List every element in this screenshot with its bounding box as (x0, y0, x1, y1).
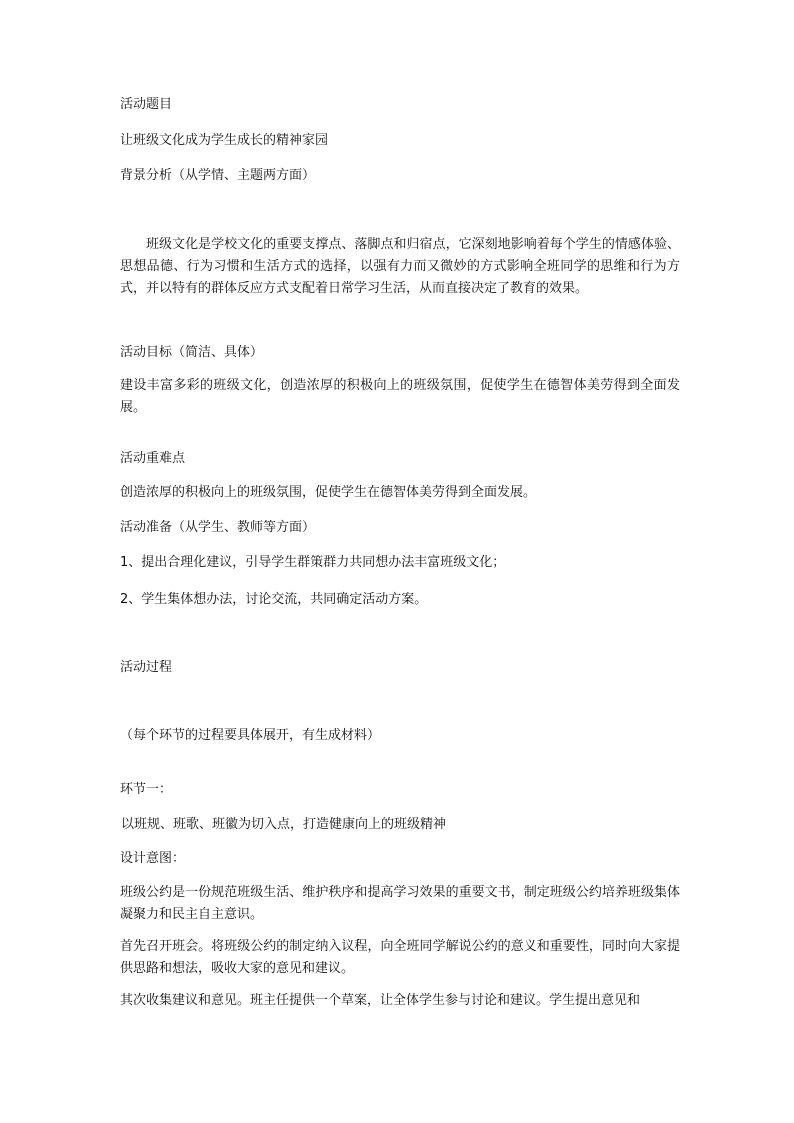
design-intent-paragraph: 班级公约是一份规范班级生活、维护秩序和提高学习效果的重要文书，制定班级公约培养班级集体凝聚力和民主自主意识。 (120, 885, 680, 922)
process-heading: 活动过程 (120, 660, 173, 675)
key-points-paragraph: 创造浓厚的积极向上的班级氛围，促使学生在德智体美劳得到全面发展。 (120, 485, 537, 500)
prep-item-2: 2、学生集体想办法，讨论交流，共同确定活动方案。 (120, 592, 428, 607)
step1-title: 以班规、班歌、班徽为切入点，打造健康向上的班级精神 (121, 817, 447, 832)
design-intent-heading: 设计意图： (120, 851, 186, 866)
prep-heading: 活动准备（从学生、教师等方面） (120, 520, 316, 535)
step1-heading: 环节一： (120, 782, 173, 797)
process-note: （每个环节的过程要具体展开，有生成材料） (120, 728, 381, 743)
first-step-paragraph: 首先召开班会。将班级公约的制定纳入议程，向全班同学解说公约的意义和重要性，同时向大家提供思路和想法，吸收大家的意见和建议。 (120, 939, 680, 976)
background-heading: 背景分析（从学情、主题两方面） (120, 168, 316, 183)
goal-heading: 活动目标（简洁、具体） (120, 345, 264, 360)
second-step-paragraph: 其次收集建议和意见。班主任提供一个草案，让全体学生参与讨论和建议。学生提出意见和 (120, 993, 641, 1008)
goal-paragraph: 建设丰富多彩的班级文化，创造浓厚的积极向上的班级氛围，促使学生在德智体美劳得到全面发展。 (120, 378, 680, 415)
prep-item-1: 1、提出合理化建议，引导学生群策群力共同想办法丰富班级文化； (120, 555, 506, 570)
activity-title: 让班级文化成为学生成长的精神家园 (120, 133, 329, 148)
activity-title-heading: 活动题目 (120, 97, 173, 112)
key-points-heading: 活动重难点 (120, 451, 186, 466)
background-paragraph: 班级文化是学校文化的重要支撑点、落脚点和归宿点，它深刻地影响着每个学生的情感体验、思想品德、行为习惯和生活方式的选择，以强有力而又微妙的方式影响全班同学的思维和行为方式，并以特有的群体反应方式支配着日常学习生活，从而直接决定了教育的效果。 (120, 237, 680, 296)
